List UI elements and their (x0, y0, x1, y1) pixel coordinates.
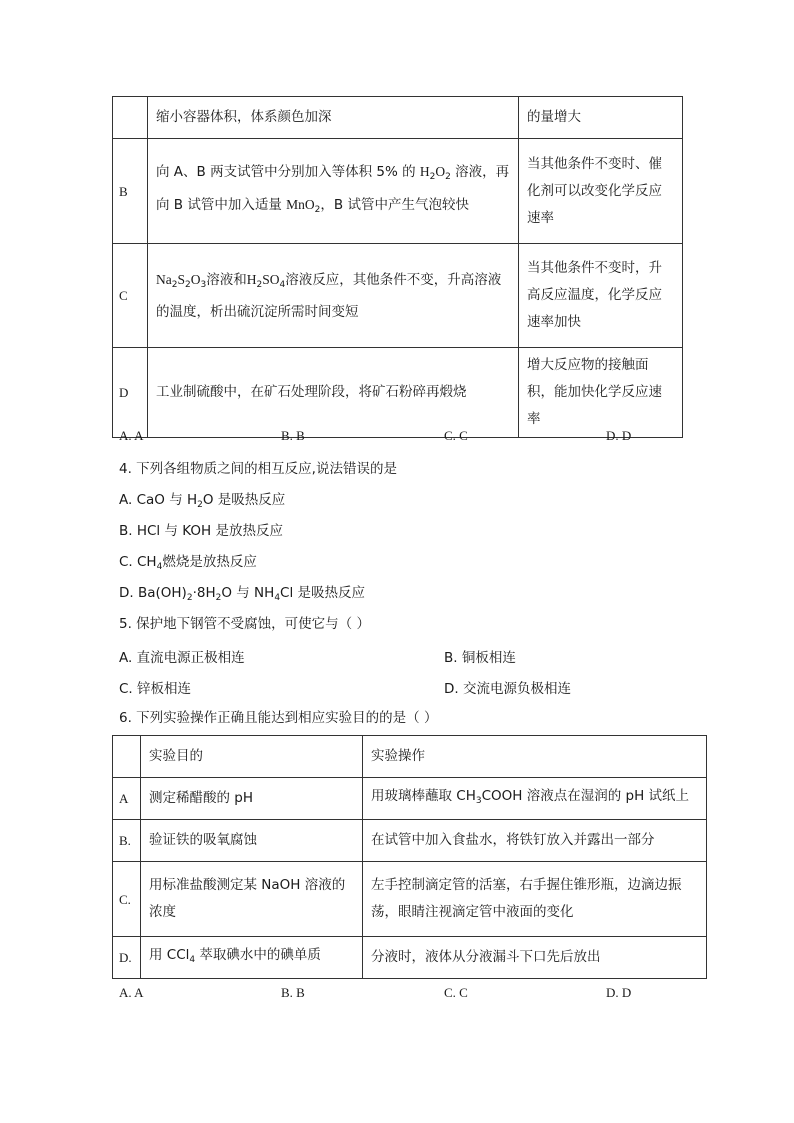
row-label: B. (113, 820, 141, 862)
option-d: D. D (606, 428, 632, 443)
experiment-conclusion: 当其他条件不变时，升高反应温度，化学反应速率加快 (519, 244, 683, 348)
experiment-conclusion: 增大反应物的接触面积，能加快化学反应速率 (519, 348, 683, 438)
table-row (113, 97, 683, 139)
table-header-row (113, 736, 707, 778)
answer-options-q6 (119, 985, 719, 1005)
option-c: C. C (444, 985, 468, 1000)
row-label: C. (113, 862, 141, 937)
header-operation: 实验操作 (363, 736, 707, 778)
row-label: B (113, 139, 148, 244)
experiment-content: 工业制硫酸中，在矿石处理阶段，将矿石粉碎再煅烧 (148, 348, 519, 438)
q4-option-c: C. $CH_4$燃烧是放热反应 (119, 554, 257, 572)
experiment-purpose: 测定稀醋酸的 pH (141, 778, 363, 820)
answer-options-q3 (119, 428, 719, 448)
option-d: D. D (606, 985, 632, 1000)
option-a: A. A (119, 985, 144, 1000)
table-row (113, 348, 683, 438)
table-row (113, 139, 683, 244)
q5-option-c: C. 锌板相连 (119, 681, 192, 697)
experiment-table-1 (112, 96, 683, 438)
table-row (113, 820, 707, 862)
option-c: C. C (444, 428, 468, 443)
experiment-content: $Na_2S_2O_3$溶液和$H_2SO_4$溶液反应，其他条件不变，升高溶液的温度，析出硫沉淀所需时间变短 (148, 244, 519, 348)
question-4-stem: 4. 下列各组物质之间的相互反应,说法错误的是 (119, 461, 397, 477)
question-6-stem: 6. 下列实验操作正确且能达到相应实验目的的是（ ） (119, 710, 438, 726)
header-label (113, 736, 141, 778)
experiment-operation: 在试管中加入食盐水，将铁钉放入并露出一部分 (363, 820, 707, 862)
table-row (113, 862, 707, 937)
row-label (113, 97, 148, 139)
experiment-content: 向 A、B 两支试管中分别加入等体积 5% 的 $H_2O_2$ 溶液，再向 B 试管中加入适量 MnO$_2$，B 试管中产生气泡较快 (148, 139, 519, 244)
header-purpose: 实验目的 (141, 736, 363, 778)
row-label: C (113, 244, 148, 348)
row-label: D. (113, 937, 141, 979)
row-label: A (113, 778, 141, 820)
experiment-table-2 (112, 735, 707, 979)
q5-option-d: D. 交流电源负极相连 (444, 681, 571, 697)
experiment-content: 缩小容器体积，体系颜色加深 (148, 97, 519, 139)
option-b: B. B (281, 428, 305, 443)
row-label: D (113, 348, 148, 438)
table-row (113, 244, 683, 348)
q4-option-a: A. CaO 与 $H_2O$ 是吸热反应 (119, 492, 286, 510)
option-a: A. A (119, 428, 144, 443)
experiment-purpose: 用 CCl$_4$ 萃取碘水中的碘单质 (141, 937, 363, 979)
experiment-operation: 分液时，液体从分液漏斗下口先后放出 (363, 937, 707, 979)
option-b: B. B (281, 985, 305, 1000)
experiment-conclusion: 的量增大 (519, 97, 683, 139)
experiment-operation: 用玻璃棒蘸取 $CH_3COOH$ 溶液点在湿润的 pH 试纸上 (363, 778, 707, 820)
table-row (113, 778, 707, 820)
q5-option-b: B. 铜板相连 (444, 650, 516, 666)
q5-option-a: A. 直流电源正极相连 (119, 650, 245, 666)
experiment-conclusion: 当其他条件不变时、催化剂可以改变化学反应速率 (519, 139, 683, 244)
question-5-stem: 5. 保护地下钢管不受腐蚀，可使它与（ ） (119, 616, 370, 632)
experiment-purpose: 验证铁的吸氧腐蚀 (141, 820, 363, 862)
q4-option-b: B. HCl 与 KOH 是放热反应 (119, 523, 283, 539)
q4-option-d: D. $Ba(OH)_2\cdot 8H_2O$ 与 $NH_4Cl$ 是吸热反应 (119, 585, 366, 603)
table-row (113, 937, 707, 979)
experiment-purpose: 用标准盐酸测定某 NaOH 溶液的浓度 (141, 862, 363, 937)
experiment-operation: 左手控制滴定管的活塞，右手握住锥形瓶，边滴边振荡，眼睛注视滴定管中液面的变化 (363, 862, 707, 937)
